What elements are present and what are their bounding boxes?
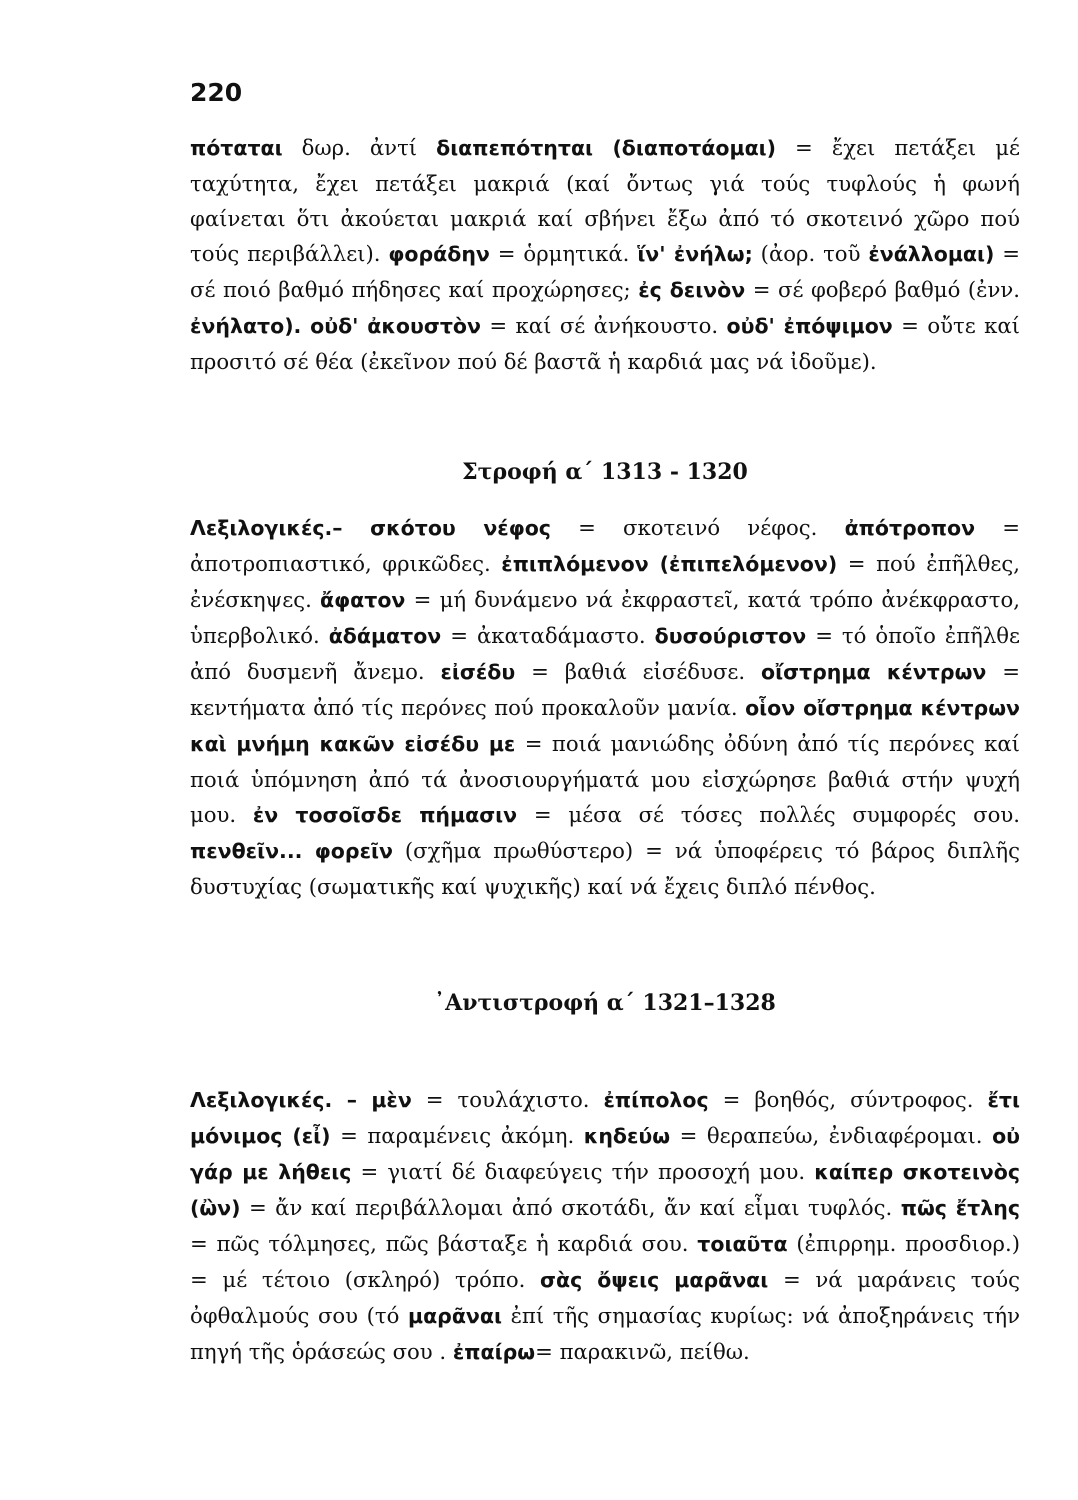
headword: ἔτι μόνιμος (εἶ) [190,1088,1020,1148]
gloss-text: = μέσα σέ τόσες πολλές συμφορές σου. [517,802,1020,827]
gloss-text: δωρ. ἀντί [282,135,437,160]
page-number: 220 [190,78,243,107]
headword: σὰς ὄψεις μαρᾶναι [540,1268,769,1292]
gloss-text: = πού ἐπῆλθες, ἐνέσκηψες. [190,551,1021,612]
gloss-text: = πῶς τόλμησες, πῶς βάσταξε ἡ καρδιά σου. [190,1231,698,1256]
gloss-text: = καί σέ ἀνήκουστο. [480,313,727,338]
headword: ἐπαίρω [452,1340,536,1364]
headword: εἰσέδυ [440,660,516,684]
headword: δυσούριστον [654,624,807,648]
gloss-text: (σχῆμα πρωθύστερο) = νά ὑποφέρεις τό βάρος διπλῆς δυστυχίας (σωματικῆς καί ψυχικῆς) καί νά ἔχεις διπλό πένθος. [190,838,1020,899]
headword: κηδεύω [583,1124,671,1148]
glossary-paragraph [190,130,1020,379]
gloss-text: = σέ ποιό βαθμό πήδησες καί προχώρησες; [190,241,1020,302]
headword: οἷον οἴστρημα κέντρων καὶ μνήμη κακῶν εἰσέδυ με [190,696,1020,756]
headword: ἐπίπολος [603,1088,709,1112]
gloss-text: = γιατί δέ διαφεύγεις τήν προσοχή μου. [351,1159,815,1184]
gloss-text: (ἐπιρρημ. προσδιορ.) = μέ τέτοιο (σκληρό) τρόπο. [190,1231,1020,1292]
gloss-text: = παρακινῶ, πείθω. [535,1339,750,1364]
headword: διαπεπότηται (διαποτάομαι) [436,136,777,160]
gloss-text: = θεραπεύω, ἐνδιαφέρομαι. [670,1123,993,1148]
gloss-text: (ἀορ. τοῦ [752,241,869,266]
gloss-text: = μή δυνάμενο νά ἐκφραστεῖ, κατά τρόπο ἀνέκφραστο, ὑπερβολικό. [190,587,1021,648]
headword: ἀπότροπον [844,516,976,540]
gloss-text: = ὁρμητικά. [489,241,638,266]
headword: οὐδ' ἐπόψιμον [726,314,893,338]
gloss-text: = οὔτε καί προσιτό σέ θέα (ἐκεῖνον πού δέ βαστᾶ ἡ καρδιά μας νά ἰδοῦμε). [190,313,1020,374]
gloss-text: = κεντήματα ἀπό τίς περόνες πού προκαλοῦν μανία. [190,659,1021,720]
headword: ἐς δεινὸν [638,278,746,302]
headword: οἴστρημα κέντρων [761,660,987,684]
gloss-text: = παραμένεις ἀκόμη. [330,1123,584,1148]
section-heading-antistrophe: ᾿Αντιστροφή α΄ 1321–1328 [434,990,776,1016]
headword: πενθεῖν... φορεῖν [190,839,393,863]
headword: ἐνάλλομαι) [868,242,995,266]
headword: πῶς ἔτλης [900,1196,1020,1220]
gloss-text: = ποιά μανιώδης ὀδύνη ἀπό τίς περόνες καί ποιά ὑπόμνηση ἀπό τά ἀνοσιουργήματά μου εἰσχώρησε βαθιά στήν ψυχή μου. [190,731,1020,827]
headword: ἄφατον [320,588,406,612]
gloss-text: = ἀκαταδάμαστο. [441,623,655,648]
headword: ἵν' ἐνήλω; [637,242,753,266]
headword: ἀδάματον [328,624,442,648]
gloss-text: = ἀποτροπιαστικό, φρικῶδες. [190,515,1020,576]
headword: μαρᾶναι [408,1304,502,1328]
gloss-text: = τό ὁποῖο ἐπῆλθε ἀπό δυσμενῆ ἄνεμο. [190,623,1020,684]
gloss-text: = ἄν καί περιβάλλομαι ἀπό σκοτάδι, ἄν καί εἶμαι τυφλός. [240,1195,901,1220]
section-heading-strophe: Στροφή α΄ 1313 - 1320 [462,459,748,485]
gloss-text: ἐπί τῆς σημασίας κυρίως: νά ἀποξηράνεις τήν πηγή τῆς ὁράσεώς σου . [190,1303,1020,1364]
headword: Λεξιλογικές.– σκότου νέφος [190,516,551,540]
glossary-paragraph-antistrophe [190,1082,1020,1370]
headword: ἐν τοσοῖσδε πήμασιν [252,803,518,827]
headword: Λεξιλογικές. – μὲν [190,1088,412,1112]
headword: οὐ γάρ με λήθεις [190,1124,1020,1184]
headword: φοράδην [388,242,490,266]
gloss-text: = σέ φοβερό βαθμό (ἐνν. [745,277,1020,302]
glossary-paragraph-strophe [190,510,1020,904]
headword: καίπερ σκοτεινὸς (ὢν) [190,1160,1021,1220]
gloss-text: = σκοτεινό νέφος. [550,515,845,540]
gloss-text: = βοηθός, σύντροφος. [708,1087,988,1112]
gloss-text: = τουλάχιστο. [411,1087,604,1112]
gloss-text: = νά μαράνεις τούς ὀφθαλμούς σου (τό [190,1267,1020,1328]
gloss-text: = βαθιά εἰσέδυσε. [515,659,762,684]
headword: τοιαῦτα [697,1232,788,1256]
headword: πόταται [190,136,283,160]
headword: ἐπιπλόμενον (ἐπιπελόμενον) [501,552,838,576]
gloss-text: = ἔχει πετάξει μέ ταχύτητα, ἔχει πετάξει μακριά (καί ὄντως γιά τούς τυφλούς ἡ φωνή φαίνεται ὅτι ἀκούεται μακριά καί σβήνει ἔξω ἀπό τό σκοτεινό χῶρο πού τούς περιβάλλει). [190,135,1020,266]
headword: ἐνήλατο). οὐδ' ἀκουστὸν [190,314,481,338]
